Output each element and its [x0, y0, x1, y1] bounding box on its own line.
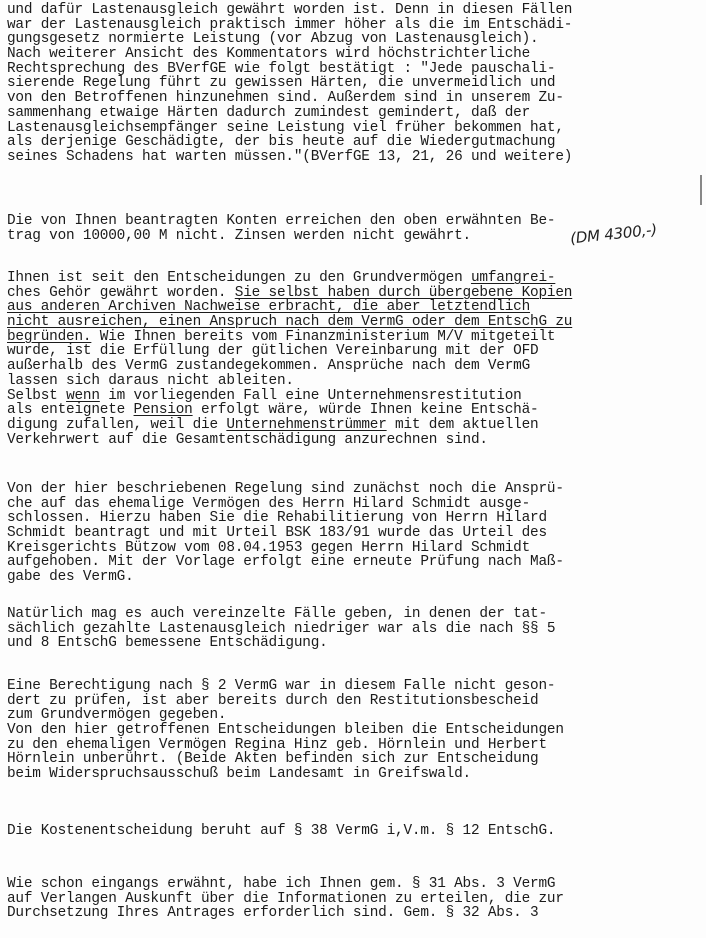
text-line	[7, 541, 706, 556]
text-segment: Von den hier getroffenen Entscheidungen bleiben die Entscheidungen	[7, 722, 564, 739]
text-line	[7, 3, 706, 18]
text-line	[7, 433, 706, 448]
text-line	[7, 418, 706, 433]
paragraph-p4	[7, 482, 706, 585]
text-line	[7, 511, 706, 526]
text-segment: wurde, ist die Erfüllung der gütlichen Vereinbarung mit der OFD	[7, 343, 539, 360]
text-segment: Rechtsprechung des BVerfGE wie folgt bestätigt : "Jede pauschali-	[7, 60, 556, 77]
underlined-text: nicht ausreichen, einen Anspruch nach dem VermG oder dem EntschG zu	[7, 314, 573, 331]
text-segment: sierende Regelung führt zu gewissen Härten, die unvermeidlich und	[7, 75, 556, 92]
text-segment: von den Betroffenen hinzunehmen sind. Außerdem sind in unserem Zu-	[7, 90, 564, 107]
text-line	[7, 344, 706, 359]
text-line	[7, 330, 706, 345]
paragraph-p5	[7, 607, 706, 651]
text-line	[7, 359, 706, 374]
paragraph-p6	[7, 679, 706, 782]
text-line	[7, 62, 706, 77]
text-segment: erfolgt wäre, würde Ihnen keine Entschä-	[192, 402, 539, 419]
text-segment: lassen sich daraus nicht ableiten.	[7, 372, 294, 389]
text-segment: sammenhang etwaige Härten dadurch zumindest gemindert, daß der	[7, 104, 531, 121]
text-line	[7, 18, 706, 33]
text-line	[7, 738, 706, 753]
text-line	[7, 91, 706, 106]
text-line	[7, 679, 706, 694]
text-segment: gungsgesetz normierte Leistung (vor Abzug von Lastenausgleich).	[7, 31, 539, 48]
text-segment: Wie Ihnen bereits vom Finanzministerium M/V mitgeteilt	[91, 328, 556, 345]
text-line	[7, 906, 706, 921]
text-line	[7, 121, 706, 136]
text-line	[7, 723, 706, 738]
text-segment: Wie schon eingangs erwähnt, habe ich Ihnen gem. § 31 Abs. 3 VermG	[7, 876, 556, 892]
text-line	[7, 106, 706, 121]
paragraph-p8	[7, 877, 706, 921]
text-line	[7, 315, 706, 330]
underlined-text: aus anderen Archiven Nachweise erbracht, die aber letztendlich	[7, 299, 531, 316]
text-line	[7, 892, 706, 907]
text-segment: Verkehrwert auf die Gesamtentschädigung anzurechnen sind.	[7, 431, 488, 448]
text-line	[7, 389, 706, 404]
underlined-text: Unternehmenstrümmer	[226, 416, 387, 433]
text-segment: zu den ehemaligen Vermögen Regina Hinz geb. Hörnlein und Herbert	[7, 736, 547, 753]
text-line	[7, 271, 706, 286]
text-segment: aufgehoben. Mit der Vorlage erfolgt eine erneute Prüfung nach Maß-	[7, 554, 564, 571]
text-segment: Die Kostenentscheidung beruht auf § 38 VermG i,V.m. § 12 EntschG.	[7, 823, 556, 839]
underlined-text: Pension	[133, 402, 193, 419]
text-segment: war der Lastenausgleich praktisch immer höher als die im Entschädi-	[7, 16, 573, 33]
text-segment: Ihnen ist seit den Entscheidungen zu den Grundvermögen	[7, 270, 471, 286]
text-line	[7, 526, 706, 541]
text-segment: Die von Ihnen beantragten Konten erreichen den oben erwähnten Be-	[7, 213, 556, 229]
text-segment: Natürlich mag es auch vereinzelte Fälle geben, in denen der tat-	[7, 606, 547, 622]
text-segment: beim Widerspruchsausschuß beim Landesamt in Greifswald.	[7, 766, 471, 783]
text-line	[7, 694, 706, 709]
text-segment: dert zu prüfen, ist aber bereits durch den Restitutionsbescheid	[7, 692, 539, 709]
text-segment: mit dem aktuellen	[386, 416, 539, 433]
text-segment: Hörnlein unberührt. (Beide Akten befinden sich zur Entscheidung	[7, 751, 539, 768]
text-segment: ches Gehör gewährt worden.	[7, 284, 235, 301]
text-segment: und 8 EntschG bemessene Entschädigung.	[7, 635, 328, 652]
underlined-text: Sie selbst haben durch übergebene Kopien	[234, 284, 573, 301]
underlined-text: begründen.	[7, 328, 92, 345]
text-segment: und dafür Lastenausgleich gewährt worden ist. Denn in diesen Fällen	[7, 2, 573, 18]
text-segment: Durchsetzung Ihres Antrages erforderlich sind. Gem. § 32 Abs. 3	[7, 905, 539, 922]
text-segment: im vorliegenden Fall eine Unternehmensrestitution	[99, 387, 522, 404]
text-line	[7, 622, 706, 637]
text-line	[7, 555, 706, 570]
text-line	[7, 76, 706, 91]
paragraph-p1	[7, 3, 706, 165]
text-line	[7, 135, 706, 150]
text-line	[7, 824, 706, 839]
text-segment: außerhalb des VermG zustandegekommen. Ansprüche nach dem VermG	[7, 358, 531, 375]
text-line	[7, 403, 706, 418]
text-line	[7, 482, 706, 497]
text-segment: Schmidt beantragt und mit Urteil BSK 183/91 wurde das Urteil des	[7, 525, 547, 542]
text-line	[7, 374, 706, 389]
paragraph-p7	[7, 824, 706, 839]
text-line	[7, 300, 706, 315]
text-line	[7, 47, 706, 62]
text-segment: schlossen. Hierzu haben Sie die Rehabilitierung von Herrn Hilard	[7, 510, 547, 527]
text-line	[7, 877, 706, 892]
handwritten-note: (DM 4300,-)	[569, 220, 658, 248]
text-line	[7, 752, 706, 767]
underlined-text: wenn	[66, 387, 100, 404]
text-line	[7, 286, 706, 301]
text-segment: Von der hier beschriebenen Regelung sind zunächst noch die Ansprü-	[7, 481, 564, 497]
text-line	[7, 607, 706, 622]
text-segment: seines Schadens hat warten müssen."(BVerfGE 13, 21, 26 und weitere)	[7, 148, 573, 165]
scan-edge-mark	[700, 175, 702, 205]
text-line	[7, 32, 706, 47]
text-segment: gabe des VermG.	[7, 569, 134, 586]
text-segment: als enteignete	[7, 402, 134, 419]
text-line	[7, 636, 706, 651]
text-segment: che auf das ehemalige Vermögen des Herrn Hilard Schmidt ausge-	[7, 495, 531, 512]
text-segment: Selbst	[7, 387, 67, 404]
underlined-text: umfangrei-	[470, 270, 556, 286]
text-segment: Lastenausgleichsempfänger seine Leistung viel früher bekommen hat,	[7, 119, 564, 136]
text-line	[7, 150, 706, 165]
text-segment: digung zufallen, weil die	[7, 416, 227, 433]
text-segment: zum Grundvermögen gegeben.	[7, 707, 227, 724]
text-segment: Nach weiterer Ansicht des Kommentators wird höchstrichterliche	[7, 46, 531, 63]
text-segment: als derjenige Geschädigte, der bis heute auf die Wiedergutmachung	[7, 134, 556, 151]
paragraph-p3	[7, 271, 706, 447]
text-line	[7, 767, 706, 782]
text-line	[7, 570, 706, 585]
text-segment: auf Verlangen Auskunft über die Informationen zu erteilen, die zur	[7, 890, 564, 907]
text-segment: trag von 10000,00 M nicht. Zinsen werden nicht gewährt.	[7, 227, 471, 244]
text-line	[7, 708, 706, 723]
text-segment: Kreisgerichts Bützow vom 08.04.1953 gegen Herrn Hilard Schmidt	[7, 539, 531, 556]
text-line	[7, 497, 706, 512]
text-segment: sächlich gezahlte Lastenausgleich niedriger war als die nach §§ 5	[7, 620, 556, 637]
text-segment: Eine Berechtigung nach § 2 VermG war in diesem Falle nicht geson-	[7, 678, 556, 694]
